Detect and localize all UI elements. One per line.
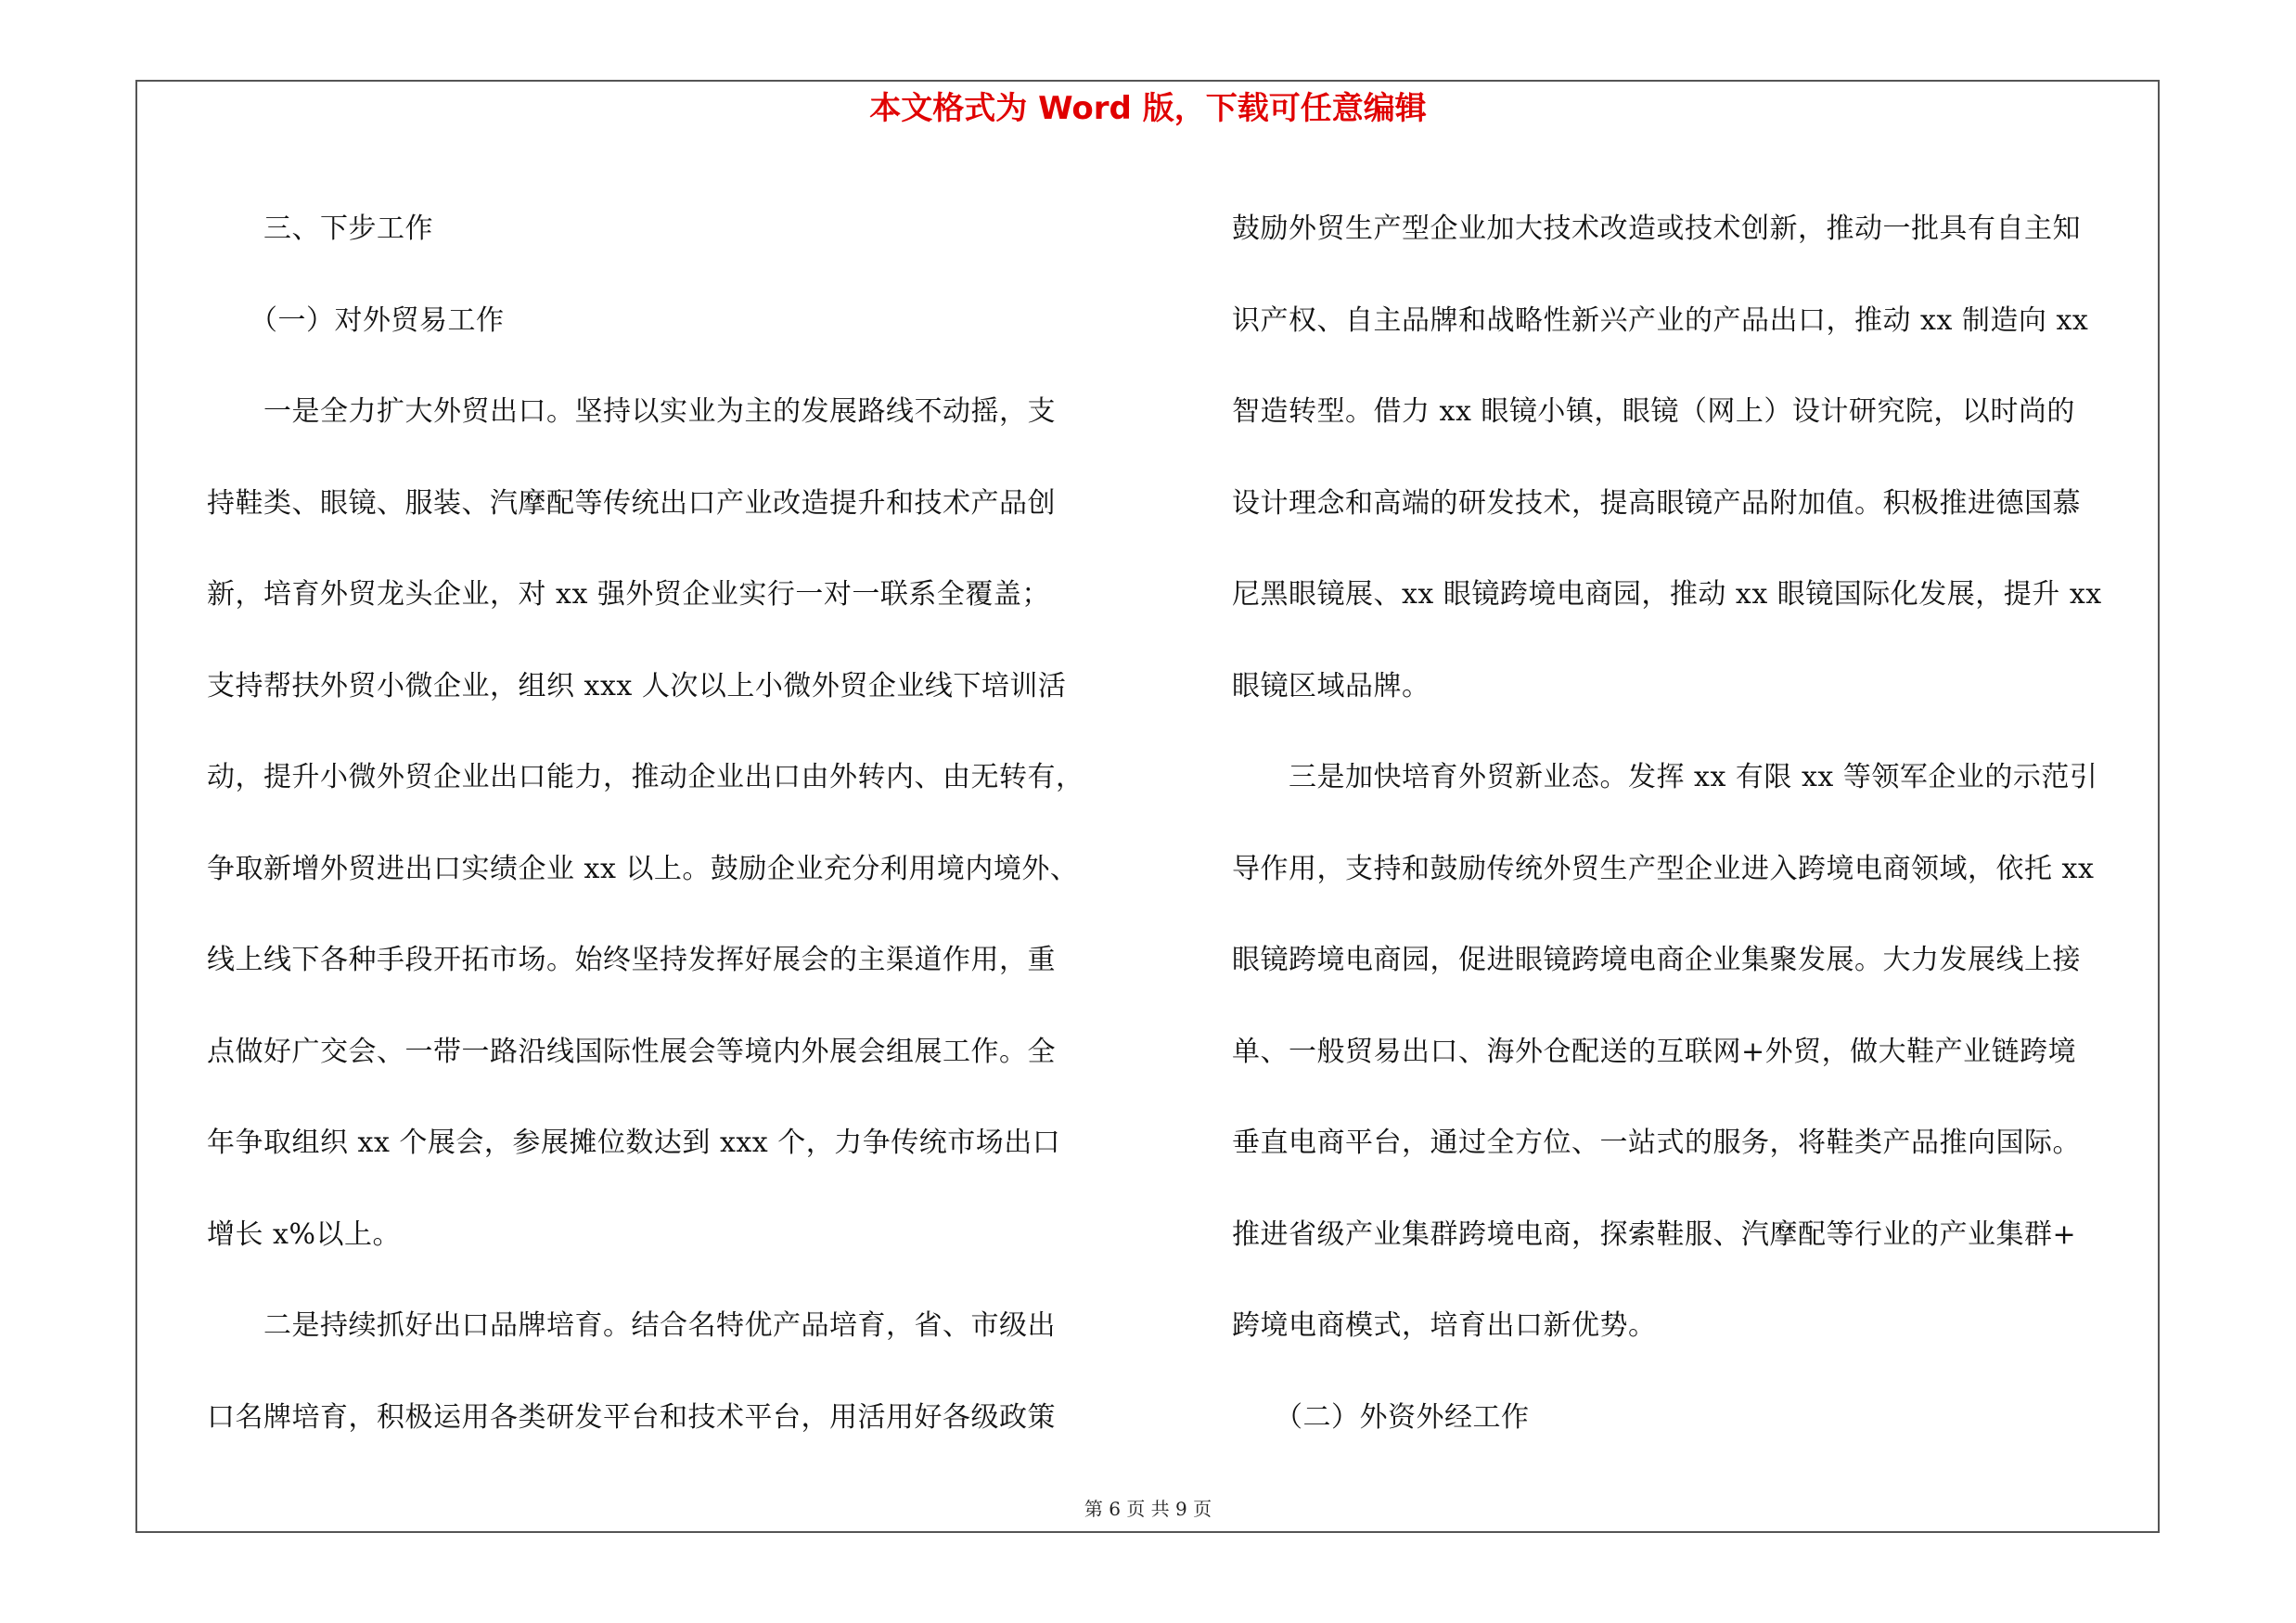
text-line: 新，培育外贸龙头企业，对 xx 强外贸企业实行一对一联系全覆盖； — [207, 578, 1050, 611]
left-column — [207, 184, 1135, 1463]
text-line: 跨境电商模式，培育出口新优势。 — [1232, 1309, 1657, 1342]
right-column — [1232, 184, 2169, 1463]
text-line: 三、下步工作 — [207, 213, 433, 245]
text-line: 线上线下各种手段开拓市场。始终坚持发挥好展会的主渠道作用，重 — [207, 944, 1056, 976]
text-line: 动，提升小微外贸企业出口能力，推动企业出口由外转内、由无转有， — [207, 761, 1084, 793]
text-line: 识产权、自主品牌和战略性新兴产业的产品出口，推动 xx 制造向 xx — [1232, 303, 2089, 337]
text-line: 眼镜区域品牌。 — [1232, 669, 1430, 702]
text-line: 智造转型。借力 xx 眼镜小镇，眼镜（网上）设计研究院，以时尚的 — [1232, 395, 2075, 428]
text-line: 支持帮扶外贸小微企业，组织 xxx 人次以上小微外贸企业线下培训活 — [207, 669, 1067, 702]
text-line: （一）对外贸易工作 — [207, 303, 505, 337]
text-line: 导作用，支持和鼓励传统外贸生产型企业进入跨境电商领域，依托 xx — [1232, 852, 2095, 885]
text-line: （二）外资外经工作 — [1232, 1400, 1530, 1434]
text-line: 年争取组织 xx 个展会，参展摊位数达到 xxx 个，力争传统市场出口 — [207, 1127, 1061, 1159]
text-line: 口名牌培育，积极运用各类研发平台和技术平台，用活用好各级政策 — [207, 1400, 1056, 1434]
text-line: 单、一般贸易出口、海外仓配送的互联网+外贸，做大鞋产业链跨境 — [1232, 1035, 2077, 1068]
text-line: 垂直电商平台，通过全方位、一站式的服务，将鞋类产品推向国际。 — [1232, 1127, 2081, 1159]
text-line: 持鞋类、眼镜、服装、汽摩配等传统出口产业改造提升和技术产品创 — [207, 486, 1056, 520]
text-line: 鼓励外贸生产型企业加大技术改造或技术创新，推动一批具有自主知 — [1232, 213, 2081, 245]
text-line: 三是加快培育外贸新业态。发挥 xx 有限 xx 等领军企业的示范引 — [1232, 761, 2098, 793]
text-line: 推进省级产业集群跨境电商，探索鞋服、汽摩配等行业的产业集群+ — [1232, 1217, 2077, 1251]
page-number: 第 6 页 共 9 页 — [1084, 1498, 1212, 1520]
text-line: 一是全力扩大外贸出口。坚持以实业为主的发展路线不动摇，支 — [207, 395, 1056, 428]
text-line: 尼黑眼镜展、xx 眼镜跨境电商园，推动 xx 眼镜国际化发展，提升 xx — [1232, 578, 2102, 611]
text-line: 眼镜跨境电商园，促进眼镜跨境电商企业集聚发展。大力发展线上接 — [1232, 944, 2081, 976]
document-header: 本文格式为 Word 版，下载可任意编辑 — [869, 90, 1427, 127]
text-line: 争取新增外贸进出口实绩企业 xx 以上。鼓励企业充分利用境内境外、 — [207, 852, 1079, 885]
text-line: 设计理念和高端的研发技术，提高眼镜产品附加值。积极推进德国慕 — [1232, 486, 2081, 520]
text-line: 增长 x%以上。 — [207, 1217, 401, 1251]
text-line: 点做好广交会、一带一路沿线国际性展会等境内外展会组展工作。全 — [207, 1035, 1056, 1068]
text-line: 二是持续抓好出口品牌培育。结合名特优产品培育，省、市级出 — [207, 1309, 1056, 1342]
